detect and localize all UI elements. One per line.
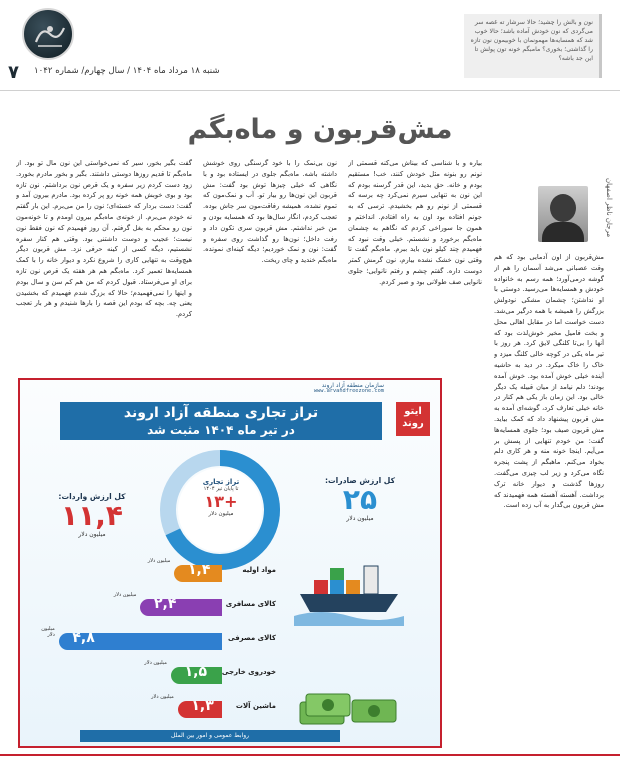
donut-value: +۱۳: [204, 492, 238, 511]
infographic-footer: روابط عمومی و امور بین الملل: [80, 730, 340, 742]
article-column-4: گفت بگیر بخور، سیر که نمی‌خواستی این نون مال تو بود. از ماه‌بگم تا قدیم روزها دوستی داشتند. بگیر و بخور مادرم بخورد. زود دست کردم زیر سفره و یک قرص نون برداشتم. نون تازه بود و بوی خوبش همه خونه رو پر کرده بود. مادرم بیرون آمد و گفت: دست بردار که خسته‌ای؛ نون را من می‌برم. این بار گفتم نه خودم می‌برم. از خونه‌ی ماه‌بگم بیرون اومدم و تا خونه‌مون نون رو محکم به بغل گرفتم. آن روز فهمیدم که نون فقط نون نیست؛ عجیب و دوست داشتنی بود. وقتی هم کنار سفره نشستیم، دیگه کسی از کینه حرفی نزد. مش قربون دیگر هیچ‌وقت به تنهایی کاری را شروع نکرد و دیوار خانه را با کمک همسایه‌ها تعمیر کرد. ماه‌بگم هم هر هفته یک قرص نون تازه برای او می‌فرستاد. قبول کردم که من هم کم سن و سال بودم و اینها را نمی‌فهمیدم؛ حالا که بزرگ شدم فهمیدم که بخشیدن یعنی چه. بچه که بودم این قصه را بارها شنیدم و هر بار تعجب کردم.: [16, 159, 192, 319]
bar-value: ۲,۴: [153, 596, 177, 612]
bar-row: [38, 592, 278, 618]
donut-date: تا پایان تیر ۱۴۰۴: [203, 486, 239, 492]
infographic-title: [60, 402, 382, 440]
bar-row: [38, 694, 278, 720]
page-number: ۷: [8, 62, 19, 83]
infographic: [18, 378, 442, 748]
author-photo: [538, 186, 588, 242]
infographic-logo: ایتو روند: [396, 402, 430, 436]
bar-category-label: کالای مصرفی: [227, 634, 276, 642]
export-label: کل ارزش صادرات:: [324, 476, 396, 485]
import-label: کل ارزش واردات:: [58, 492, 126, 501]
bar-row: [38, 626, 278, 652]
donut-title: تراز تجاری: [202, 478, 240, 486]
bar-unit: میلیون دلار: [144, 660, 167, 666]
bar-category-label: مواد اولیه: [242, 566, 276, 574]
bar-value: ۴,۸: [72, 630, 95, 646]
article-column-1: مش‌قربون از اون آدمایی بود که هم وقت عصبانی می‌شد آسمان را هم از گوشه درمی‌آورد؛ همه رسم به خانواده خودش و همسایه‌ها می‌رسید. دوستی با او نداشتن؛ چشمان مشکی نودولش بزرگش را همیشه با همه درگیر می‌شد. دست خواست اما در مقابل اهالی محل و بخت فامیل مخیر خوش‌لذت بود که آنها را بی‌تا کلنگی لایق کرد. هر روز با تیر ماه یکی در کوچه خالی کلنگ میزد و خاک را خاک میکرد. در دید به حاشیه آینده خیلی خوش آمده بود. خوش آمده بودند؛ دلم نیامد از میان قبیله یک دیگر خالی بود. این زمان باز یکی هم کنار در خانه خیلی تعارف کرد، گوشه‌ای آمده به مش قربون پیشنهاد داد که کمک بیاید. مش قربون صیف بود؛ جلوی همسایه‌ها گفت: من خودم تنهایی از پسش بر می‌آیم. اینجا خونه منه و هر کاری دلم بخواد می‌کنم. ماهبگم از پشت پنجره نگاه می‌کرد و زیر لب چیزی می‌گفت. روزها گذشت و دیوار خانه ترک برداشت. آهسته آهسته همه فهمیدند که مش قربون بی‌گدار به آب زده است.: [494, 253, 604, 510]
donut-label: [186, 478, 256, 517]
bar-value: ۱,۳: [191, 698, 214, 714]
bar-unit: میلیون دلار: [113, 592, 137, 598]
infographic-title-line-1: تراز تجاری منطقه آزاد اروند: [123, 405, 319, 421]
newspaper-logo: [22, 8, 74, 60]
author-name: مرجان ناظر اصفهان: [605, 178, 613, 238]
infographic-title-line-2: در تیر ماه ۱۴۰۴ مثبت شد: [147, 423, 295, 437]
bar-category-label: ماشین آلات: [235, 702, 276, 710]
bar-category-label: کالای مسافری: [225, 600, 276, 608]
cargo-ship-icon: [294, 546, 404, 626]
bar-row: [38, 660, 278, 686]
article-column-2: بیاره و با شناسی که بیناش می‌کنه قسمتی از نونم رو بنونه مثل خودش کنند، خب! مستقیم بودم و خانه. حق بدید، این قدر گرسنه بودم که این نون به تنهایی سیرم نمی‌کرد چه برسه که قسمتی از نونم رو هم بخشیدم. ترسی که به جونم افتاده بود اون به راه افتادم. انداختم و همون جا سوراخی کردم که نگاهم به چشمان ماه‌بگم برخورد و نشستم. خیلی وقت نبود که فهمیدم چند کیلو نون باید ببرم. ماه‌بگم گفت تا وقتی نون خشک نشده بیارم، نون گرمش کمتر دوست داره. گفتم چشم و رفتم نانوایی؛ جلوی نانوایی صف طولانی بود و صبر کردم.: [348, 159, 482, 286]
donut-unit: میلیون دلار: [208, 511, 234, 517]
issue-info: شنبه ۱۸ مرداد ماه ۱۴۰۴ / سال چهارم/ شماره ۱۰۴۲: [34, 66, 220, 76]
export-kpi: [310, 476, 410, 522]
import-value: ۱۱,۴: [61, 499, 123, 532]
article-column-3: نون بی‌نمک را با خود گرسنگی روی خوشش داشته باشه. ماه‌بگم جلوی در ایستاده بود و با نگاهی که خیلی چیزها توش بود گفت: مش قربون این نون‌ها رو بیار تو. آب و نمک‌مون که تموم نشده، همیشه رفاقت‌مون سر جاش بوده. تعجب کردم، انگار سال‌ها بود که همسایه بودن و من خبر نداشتم. مش قربون سری تکون داد و رفت داخل؛ نون‌ها رو گذاشت روی سفره و گفت: نون و نمک خوردیم؛ دیگه کینه‌ای نمونده. ماه‌بگم خندید و چای ریخت.: [203, 159, 337, 265]
bottom-rule: [0, 754, 620, 756]
bar-value: ۱,۵: [184, 664, 207, 680]
page-header: [0, 0, 620, 90]
money-stack-icon: [290, 672, 410, 732]
article-column-2-continued: [442, 370, 482, 762]
bar-row: [38, 558, 278, 584]
export-unit: میلیون دلار: [346, 515, 374, 522]
infographic-org: سازمان منطقه آزاد اروند: [321, 382, 384, 389]
bar-unit: میلیون دلار: [147, 558, 171, 564]
bar-unit: میلیون دلار: [41, 626, 55, 638]
bar-category-label: خودروی خارجی: [221, 668, 276, 676]
header-divider: [0, 90, 620, 91]
quote-box: نون و بالش را چشید؛ حالا سرشار ته غصه سر می‌گردی که نون خودش آماده باشد؛ حالا خوب شد که همسایه‌ها مهمونمان با خوبیمون نون تازه را گذاشتی؛ بخوری؟ مامبگم خونه تون پولش تا این جد باشه؟: [464, 14, 602, 78]
import-unit: میلیون دلار: [78, 531, 106, 538]
bar-value: ۱,۴: [187, 562, 211, 578]
newspaper-logo-mark: [32, 20, 68, 50]
article-headline: مش‌قربون و ماه‌بگم: [187, 114, 453, 145]
import-kpi: [42, 492, 142, 538]
bar-unit: میلیون دلار: [151, 694, 174, 700]
infographic-website: www.arvandfreezone.com: [313, 388, 384, 394]
export-value: ۲۵: [342, 483, 378, 516]
